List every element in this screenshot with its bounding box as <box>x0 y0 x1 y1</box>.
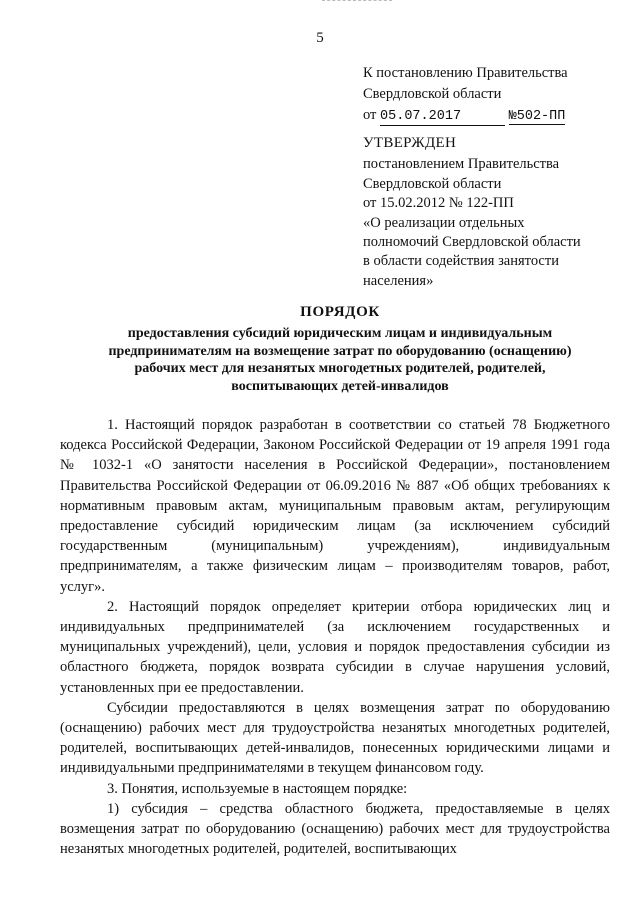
attachment-block <box>363 63 613 126</box>
paragraph: 1. Настоящий порядок разработан в соответствии со статьей 78 Бюджетного кодекса Российской Федерации, Законом Российской Федерации от 19 апреля 1991 года № 1032-1 «О занятости населения в Российской Федерации», постановлением Правительства Российской Федерации от 06.09.2016 № 887 «Об общих требованиях к нормативным правовым актам, муниципальным правовым актам, регулирующим предоставление субсидий юридическим лицам (за исключением субсидий государственным (муниципальным) учреждениям), индивидуальным предпринимателям, а также физическим лицам – производителям товаров, работ, услуг». <box>60 417 610 595</box>
paragraph: 2. Настоящий порядок определяет критерии отбора юридических лиц и индивидуальных предпринимателей (за исключением государственных и муниципальных учреждений), цели, условия и порядок предоставления субсидии из областного бюджета, порядок возврата субсидии в случае нарушения условий, установленных при ее предоставлении. <box>60 598 610 696</box>
attachment-line: Свердловской области <box>363 86 502 102</box>
scan-artifact <box>322 0 392 4</box>
approval-line: Свердловской области <box>363 175 502 192</box>
approval-heading: УТВЕРЖДЕН <box>363 135 457 151</box>
paragraph: 1) субсидия – средства областного бюджета, предоставляемые в целях возмещения затрат по оборудованию (оснащению) рабочих мест для трудоустройства незанятых многодетных родителей, родителей, воспитывающих <box>60 800 610 858</box>
title-subtitle: предоставления субсидий юридическим лицам и индивидуальным предпринимателям на возмещение затрат по оборудованию (оснащению) рабочих мест для незанятых многодетных родителей, родителей, воспитывающих детей-инвалидов <box>108 326 572 394</box>
approval-block <box>363 134 613 291</box>
approval-line: от 15.02.2012 № 122-ПП <box>363 195 514 212</box>
paragraph: Субсидии предоставляются в целях возмещения затрат по оборудованию (оснащению) рабочих мест для трудоустройства незанятых многодетных родителей, родителей, воспитывающих детей-инвалидов, понесенных юридическими лицами и индивидуальными предпринимателями в текущем финансовом году. <box>60 699 610 777</box>
approval-line: «О реализации отдельных <box>363 214 525 231</box>
approval-line: постановлением Правительства <box>363 156 560 173</box>
approval-line: в области содействия занятости <box>363 253 559 270</box>
approval-line: населения» <box>363 272 434 289</box>
date-prefix: от <box>363 107 377 123</box>
title-main: ПОРЯДОК <box>300 304 380 320</box>
resolution-date: 05.07.2017 <box>380 109 505 126</box>
approval-line: полномочий Свердловской области <box>363 234 581 251</box>
page-number: 5 <box>316 30 324 46</box>
paragraph: 3. Понятия, используемые в настоящем порядке: <box>107 780 408 797</box>
document-title <box>60 304 620 395</box>
document-body <box>60 415 610 859</box>
attachment-line: К постановлению Правительства <box>363 65 568 81</box>
resolution-number: №502-ПП <box>508 109 566 124</box>
attachment-date-line <box>363 105 613 126</box>
